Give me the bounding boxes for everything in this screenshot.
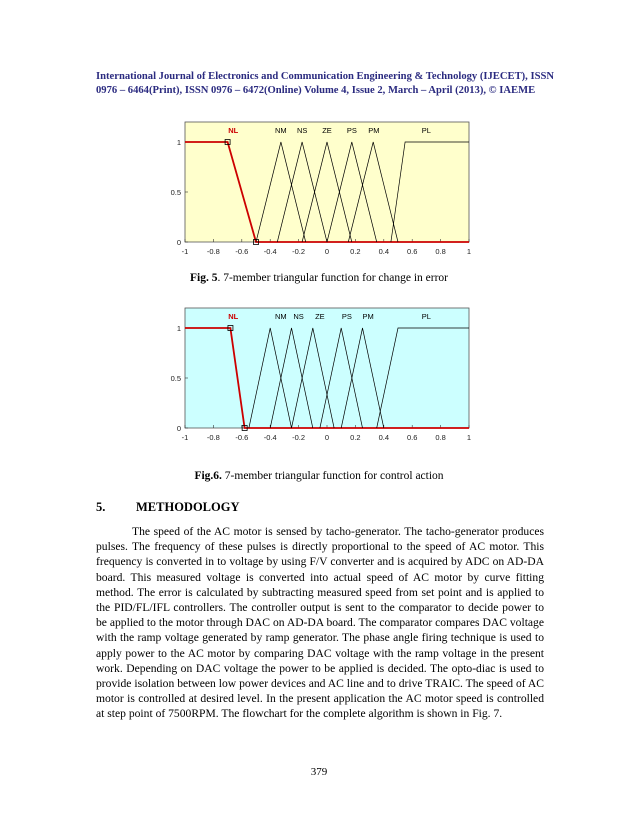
membership-label-pl: PL <box>421 126 431 135</box>
x-tick-label: -0.4 <box>263 247 277 256</box>
membership-label-nl: NL <box>228 126 239 135</box>
methodology-paragraph: The speed of the AC motor is sensed by tacho-generator. The tacho-generator produces pulses. The frequency of these pulses is directly proportional to the speed of AC motor. This frequency is converted in to voltage by using F/V converter and is acquired by ADC on AD-DA board. This measured voltage is converted into actual speed of AC motor by curve fitting method. The error is calculated by subtracting measured speed from set point and is applied to the PID/FL/IFL controllers. The controller output is sent to the comparator to decide power to be applied to the motor through DAC on AD-DA board. The comparator compares DAC voltage with the ramp voltage generated by ramp generator. The phase angle firing technique is used to apply power to the AC motor by comparing DAC voltage with the ramp voltage in the present work. Depending on DAC voltage the power to be applied is decided. The opto-diac is used to provide isolation between low power devices and AC line and to drive TRAIC. The speed of AC motor is controlled at desired level. In the present application the AC motor speed is controlled at step point of 7500RPM. The flowchart for the complete algorithm is shown in Fig. 7. <box>96 525 544 721</box>
x-tick-label: -0.2 <box>292 247 306 256</box>
x-tick-label: 0.8 <box>435 247 446 256</box>
membership-label-ns: NS <box>293 312 304 321</box>
x-tick-label: -0.6 <box>235 433 249 442</box>
membership-label-ze: ZE <box>322 126 332 135</box>
membership-label-nl: NL <box>228 312 239 321</box>
x-tick-label: -0.4 <box>263 433 277 442</box>
membership-label-pl: PL <box>421 312 431 321</box>
x-tick-label: 0.8 <box>435 433 446 442</box>
x-tick-label: 0 <box>324 433 330 442</box>
x-tick-label: -1 <box>181 247 189 256</box>
y-tick-label: 0.5 <box>170 188 181 197</box>
membership-label-ps: PS <box>341 312 352 321</box>
y-tick-label: 0 <box>176 424 181 433</box>
page-number: 379 <box>310 766 328 778</box>
x-tick-label: -0.6 <box>235 247 249 256</box>
membership-label-ps: PS <box>346 126 357 135</box>
figure-5-caption <box>0 272 638 284</box>
y-tick-label: 0.5 <box>170 374 181 383</box>
figure-6-caption-label: Fig.6. <box>194 470 222 482</box>
journal-header <box>96 70 556 98</box>
y-tick-label: 0 <box>176 238 181 247</box>
membership-label-ze: ZE <box>315 312 325 321</box>
membership-label-pm: PM <box>362 312 374 321</box>
x-tick-label: 0.2 <box>350 433 361 442</box>
section-title: METHODOLOGY <box>136 500 240 514</box>
figure-5-caption-text: . 7-member triangular function for change in error <box>217 272 449 284</box>
x-tick-label: 0.6 <box>406 433 418 442</box>
x-tick-label: 0.2 <box>350 247 361 256</box>
section-heading <box>96 500 239 515</box>
journal-header-line2: 0976 – 6464(Print), ISSN 0976 – 6472(Online) Volume 4, Issue 2, March – April (2013), © IAEME <box>96 85 536 96</box>
membership-label-ns: NS <box>296 126 308 135</box>
y-tick-label: 1 <box>176 324 181 333</box>
x-tick-label: 0.4 <box>378 247 390 256</box>
section-number: 5. <box>96 500 106 514</box>
plot-area <box>185 122 469 242</box>
membership-chart-control-action <box>163 303 475 451</box>
x-tick-label: 1 <box>466 247 472 256</box>
figure-6-caption <box>0 470 638 482</box>
x-tick-label: 0.4 <box>378 433 390 442</box>
y-tick-label: 1 <box>176 138 181 147</box>
figure-5 <box>163 117 475 265</box>
journal-header-line1: International Journal of Electronics and Communication Engineering & Technology (IJECET), ISSN <box>96 71 555 82</box>
x-tick-label: -0.8 <box>206 247 220 256</box>
x-tick-label: 0 <box>324 247 330 256</box>
membership-label-nm: NM <box>275 126 287 135</box>
x-tick-label: 1 <box>466 433 472 442</box>
x-tick-label: -0.2 <box>292 433 306 442</box>
x-tick-label: 0.6 <box>406 247 418 256</box>
figure-6 <box>163 303 475 451</box>
membership-label-nm: NM <box>275 312 287 321</box>
x-tick-label: -1 <box>181 433 189 442</box>
figure-6-caption-text: 7-member triangular function for control action <box>221 470 444 482</box>
membership-label-pm: PM <box>368 126 380 135</box>
x-tick-label: -0.8 <box>206 433 220 442</box>
membership-chart-change-in-error <box>163 117 475 265</box>
figure-5-caption-label: Fig. 5 <box>189 272 218 284</box>
